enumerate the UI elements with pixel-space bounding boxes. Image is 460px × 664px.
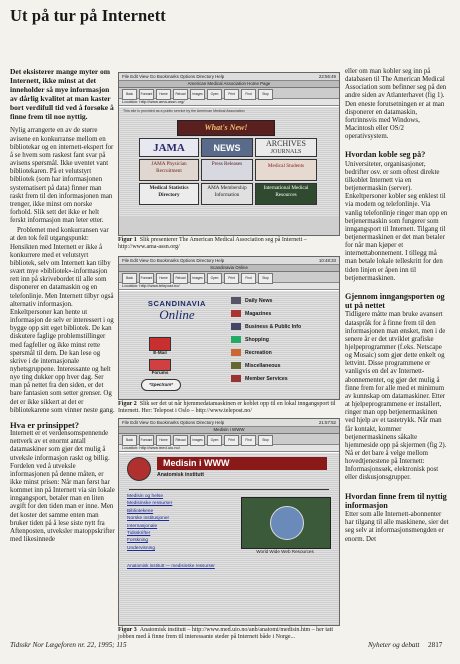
figure-3-screenshot (118, 418, 340, 626)
paragraph: Tidligere måtte man bruke avansert dataspråk for å finne frem til den informasjonen man ønsket, men i de senere år er det utviklet grafiske hjelpeprogrammer (f.eks. Netscape og Mosaic) som gjør dette enkelt og lettvint. Disse programmene er vanligvis en del av Internett-abonnementet, og gjør det mulig å finne frem for alle med et minimum av kunnskap om datamaskiner. Etter at hjelpeprogrammene er installert, ringer man opp betjenermaskinen ved hjelp av et tastetrykk. Når man får kontakt, kommer betjenermaskinens såkalte hjemmeside opp på skjermen (fig 2). Nå er det bare å velge mellom hovedtjenestene på Internett: Informasjonssøk, elektronisk post eller diskusjonsgrupper. (345, 311, 447, 482)
news-tile: NEWS (201, 138, 253, 157)
list-item: Bibliotekene (127, 508, 154, 514)
whats-new-banner: What's New! (177, 120, 275, 136)
medical-students-tile: Medical Students (255, 159, 317, 181)
window-title: Medisin i WWW (119, 427, 339, 434)
home-button: Home (156, 273, 171, 284)
menu-item: Recreation (231, 347, 327, 358)
archives-tile (255, 138, 317, 157)
logo-top-text: SCANDINAVIA (147, 299, 207, 308)
find-button: Find (241, 89, 256, 100)
lead-paragraph: Det eksisterer mange myter om Internett, ikke minst at det inneholder så mye informasjon av dårlig kvalitet at man kaster bort verdifull tid ved å forsøke å finne frem til noe nyttig. (10, 67, 114, 121)
list-item: Internasjonale (127, 523, 158, 529)
service-menu (231, 295, 327, 386)
stop-button: Stop (258, 89, 273, 100)
forward-button: Forward (139, 89, 154, 100)
list-item: Forskning (127, 538, 149, 544)
paragraph: Nylig arrangerte en av de større avisene en konkurranse mellom en bibliotekar og en internett-ekspert for å se hvem som raskest fant svar på avisens spørsmål. Ikke uventet vant bibliotekaren. På et velutstyrt bibliotek (som har informasjonen systematisert på data) finner man raskt frem til den informasjonen man trenger, ikke minst om norske forhold. Slik sett det ikke er helt ferskt informasjon man leter etter. (10, 127, 114, 225)
page-area (119, 107, 339, 235)
page-area (119, 291, 339, 399)
reload-button: Reload (173, 273, 188, 284)
menu-bar: File Edit View Go Bookmarks Options Directory Help 10:48:33 (119, 257, 339, 265)
figure-2-screenshot (118, 256, 340, 400)
list-item: Tidsskrifter (127, 531, 151, 537)
wws-label: World Wide Web Resources (256, 549, 314, 554)
paragraph: Etter som alle Internett-abonnenter har tilgang til alle maskinene, sier det seg selv at informasjonsmengden er enorm. Det (345, 511, 449, 543)
section-heading: Hva er prinsippet? (10, 419, 80, 430)
paragraph: Internett er et verdensomspennende nettverk av et enormt antall datamaskiner som gjør det mulig å utveksle informasjon raskt og billig. Fordelen ved å utveksle informasjonen på denne måten, er ikke minst prisen: Når man først har kommet inn på Internett via sin lokale inngangsport, betaler man en liten avgift for den tiden man er inne. Men det koster det samme enten man bruker tiden på å lese siste nytt fra Aftenposten, utveksler matoppskrifter med likesinnede (10, 430, 115, 544)
browser-toolbar (119, 434, 339, 445)
back-button: Back (122, 89, 137, 100)
scandinavia-online-logo (137, 299, 217, 333)
email-label: E-Mail (153, 350, 167, 355)
list-item: Medisinske ressurser (127, 501, 173, 507)
footer-link: Anatomisk institutt — medisinske ressurser (127, 563, 215, 568)
forums-label: Forums (151, 370, 169, 375)
section-heading: Hvordan koble seg på? (345, 150, 426, 160)
list-item: Norske institusjoner (127, 516, 170, 522)
spectrum-logo: *Spectrum* (141, 379, 181, 391)
stop-button: Stop (258, 435, 273, 446)
menu-item: Business & Public Info (231, 321, 327, 332)
location-bar: Location: http://www.ama-assn.org/ (119, 99, 339, 106)
section-heading: Gjennom inngangsporten og ut på nettet (345, 291, 445, 311)
page-number: 2817 (428, 641, 443, 649)
print-button: Print (224, 89, 239, 100)
figure-label: Figur 2 (118, 401, 137, 407)
location-bar: Location: http://www.telepost.no/ (119, 283, 339, 290)
page-area (119, 453, 339, 625)
location-bar: Location: http://www.med.uio.no/ (119, 445, 339, 452)
international-resources-tile: International Medical Resources (255, 183, 317, 205)
menu-bar: File Edit View Go Bookmarks Options Directory Help 21:57:52 (119, 419, 339, 427)
list-item: Medisin og helse (127, 494, 163, 499)
figure-label: Figur 1 (118, 237, 137, 243)
menu-item: Miscellaneous (231, 360, 327, 371)
images-button: Images (190, 435, 205, 446)
open-button: Open (207, 273, 222, 284)
window-title: Scandinavia Online (119, 265, 339, 272)
reload-button: Reload (173, 89, 188, 100)
forward-button: Forward (139, 273, 154, 284)
journal-reference: Tidsskr Nor Lægeforen nr. 22, 1995; 115 (10, 641, 127, 649)
back-button: Back (122, 435, 137, 446)
open-button: Open (207, 435, 222, 446)
print-button: Print (224, 435, 239, 446)
press-releases-tile: Press Releases (201, 159, 253, 181)
caption-text: Slik ser det ut når hjemmedatamaskinen er koblet opp til en lokal inngangsport til Internett. Her: Telepost i Oslo – http://www.telepost.no/ (118, 401, 336, 414)
logo-bottom-text: Online (159, 307, 195, 322)
figure-label: Figur 3 (118, 627, 137, 633)
forward-button: Forward (139, 435, 154, 446)
open-button: Open (207, 89, 222, 100)
email-icon (149, 337, 171, 351)
figure-1-screenshot (118, 72, 340, 236)
archives-label: ARCHIVES (265, 139, 306, 148)
institute-seal-icon (127, 457, 151, 481)
subheading: Anatomisk institutt (157, 472, 204, 478)
caption-text: Slik presenterer The American Medical Association seg på Internett – http://www.ama-assn.org/ (118, 237, 307, 250)
service-notice: This site is provided as a public service by the American Medical Association (123, 109, 245, 113)
section-name: Nyheter og debatt (368, 641, 420, 649)
print-button: Print (224, 273, 239, 284)
ama-membership-tile: AMA Membership Information (201, 183, 253, 205)
journals-label: JOURNALS (270, 149, 302, 155)
menu-item: Member Services (231, 373, 327, 384)
window-title: American Medical Association Home Page (119, 81, 339, 88)
medisin-heading: Medisin i WWW (157, 457, 327, 470)
caption-text: Anatomisk institutt – http://www.med.uio.no/anb/anatomi/medisin.htm – her tatt jobben med å finne frem til interessante steder på Internett både i Norge... (118, 627, 333, 640)
globe-icon (270, 506, 304, 540)
menu-item: Daily News (231, 295, 327, 306)
medical-statistics-tile: Medical Statistics Directory (139, 183, 199, 205)
home-button: Home (156, 435, 171, 446)
paragraph: Universiteter, organisasjoner, bedrifter osv. er som oftest direkte tilkoblet Internett via en betjenermaskin (server). Enkeltpersoner kobler seg enklest til via modem og telefonlinje. Via vanlig telefonlinje ringer man opp en betjenermaskin som fungerer som inngangsport til Internett. Tilgang til betjenermaskinen er det man betaler for når man kjøper et internettabonnement. I tillegg må man betale lokale telleskritt for den tiden linjen er åpen inn til betjenermaskinen. (345, 160, 448, 282)
figure-2-caption (118, 401, 340, 415)
browser-toolbar (119, 272, 339, 283)
globe-image (241, 497, 331, 549)
browser-toolbar (119, 88, 339, 99)
article-title: Ut på tur på Internett (10, 6, 166, 25)
divider (129, 489, 329, 490)
link-list (127, 493, 227, 552)
section-heading: Hvordan finne frem til nyttig informasjon (345, 491, 447, 510)
page-footer-band (119, 217, 339, 235)
jama-tile: JAMA (139, 138, 199, 157)
find-button: Find (241, 273, 256, 284)
menu-item: Magazines (231, 308, 327, 319)
figure-1-caption (118, 237, 340, 251)
paragraph: eller om man kobler seg inn på databasen til The American Medical Association som befinner seg på den andre siden av Atlanterhavet (fig 1). Den eneste forutsetningen er at man disponerer en datamaskin, fortrinnsvis med Windows, Macintosh eller OS/2 operativsystem. (345, 68, 447, 141)
list-item: Undervisning (127, 545, 155, 551)
find-button: Find (241, 435, 256, 446)
stop-button: Stop (258, 273, 273, 284)
images-button: Images (190, 89, 205, 100)
column-left (10, 68, 115, 544)
figure-3-caption (118, 627, 340, 641)
column-right (345, 68, 449, 544)
menu-item: Shopping (231, 334, 327, 345)
reload-button: Reload (173, 435, 188, 446)
back-button: Back (122, 273, 137, 284)
home-button: Home (156, 89, 171, 100)
menu-bar: File Edit View Go Bookmarks Options Directory Help 22:56:49 (119, 73, 339, 81)
paragraph: Problemet med konkurransen var at den tok feil utgangspunkt: Hensikten med Internett er ikke å konkurrere med et velutstyrt bibliotek, selv om Internett kan tilby svært mye «bibliotek»-informasjon rett inn på skrivebordet til alle som disponerer en datamaskin og en telefonlinje. Men Internett tilbyr også alternativ informasjon. Enkeltpersoner kan hente ut informasjon de selv er interessert i og bygge opp sitt eget bibliotek. De kan diskutere faglige problemstillinger med fagfeller og ikke minst rette spørsmål til dem. De kan lese og skrive i de internasjonale nyhetsgruppene. Interessante og helt nye ting dukker opp hver dag. Ser man på nettet fra den siden, er det bare fantasien som setter grenser. Og det er ikke sikkert at det er bibliotekarene som vinner neste gang. (10, 227, 115, 414)
jama-physician-tile: JAMA Physician Recruitment (139, 159, 199, 181)
images-button: Images (190, 273, 205, 284)
